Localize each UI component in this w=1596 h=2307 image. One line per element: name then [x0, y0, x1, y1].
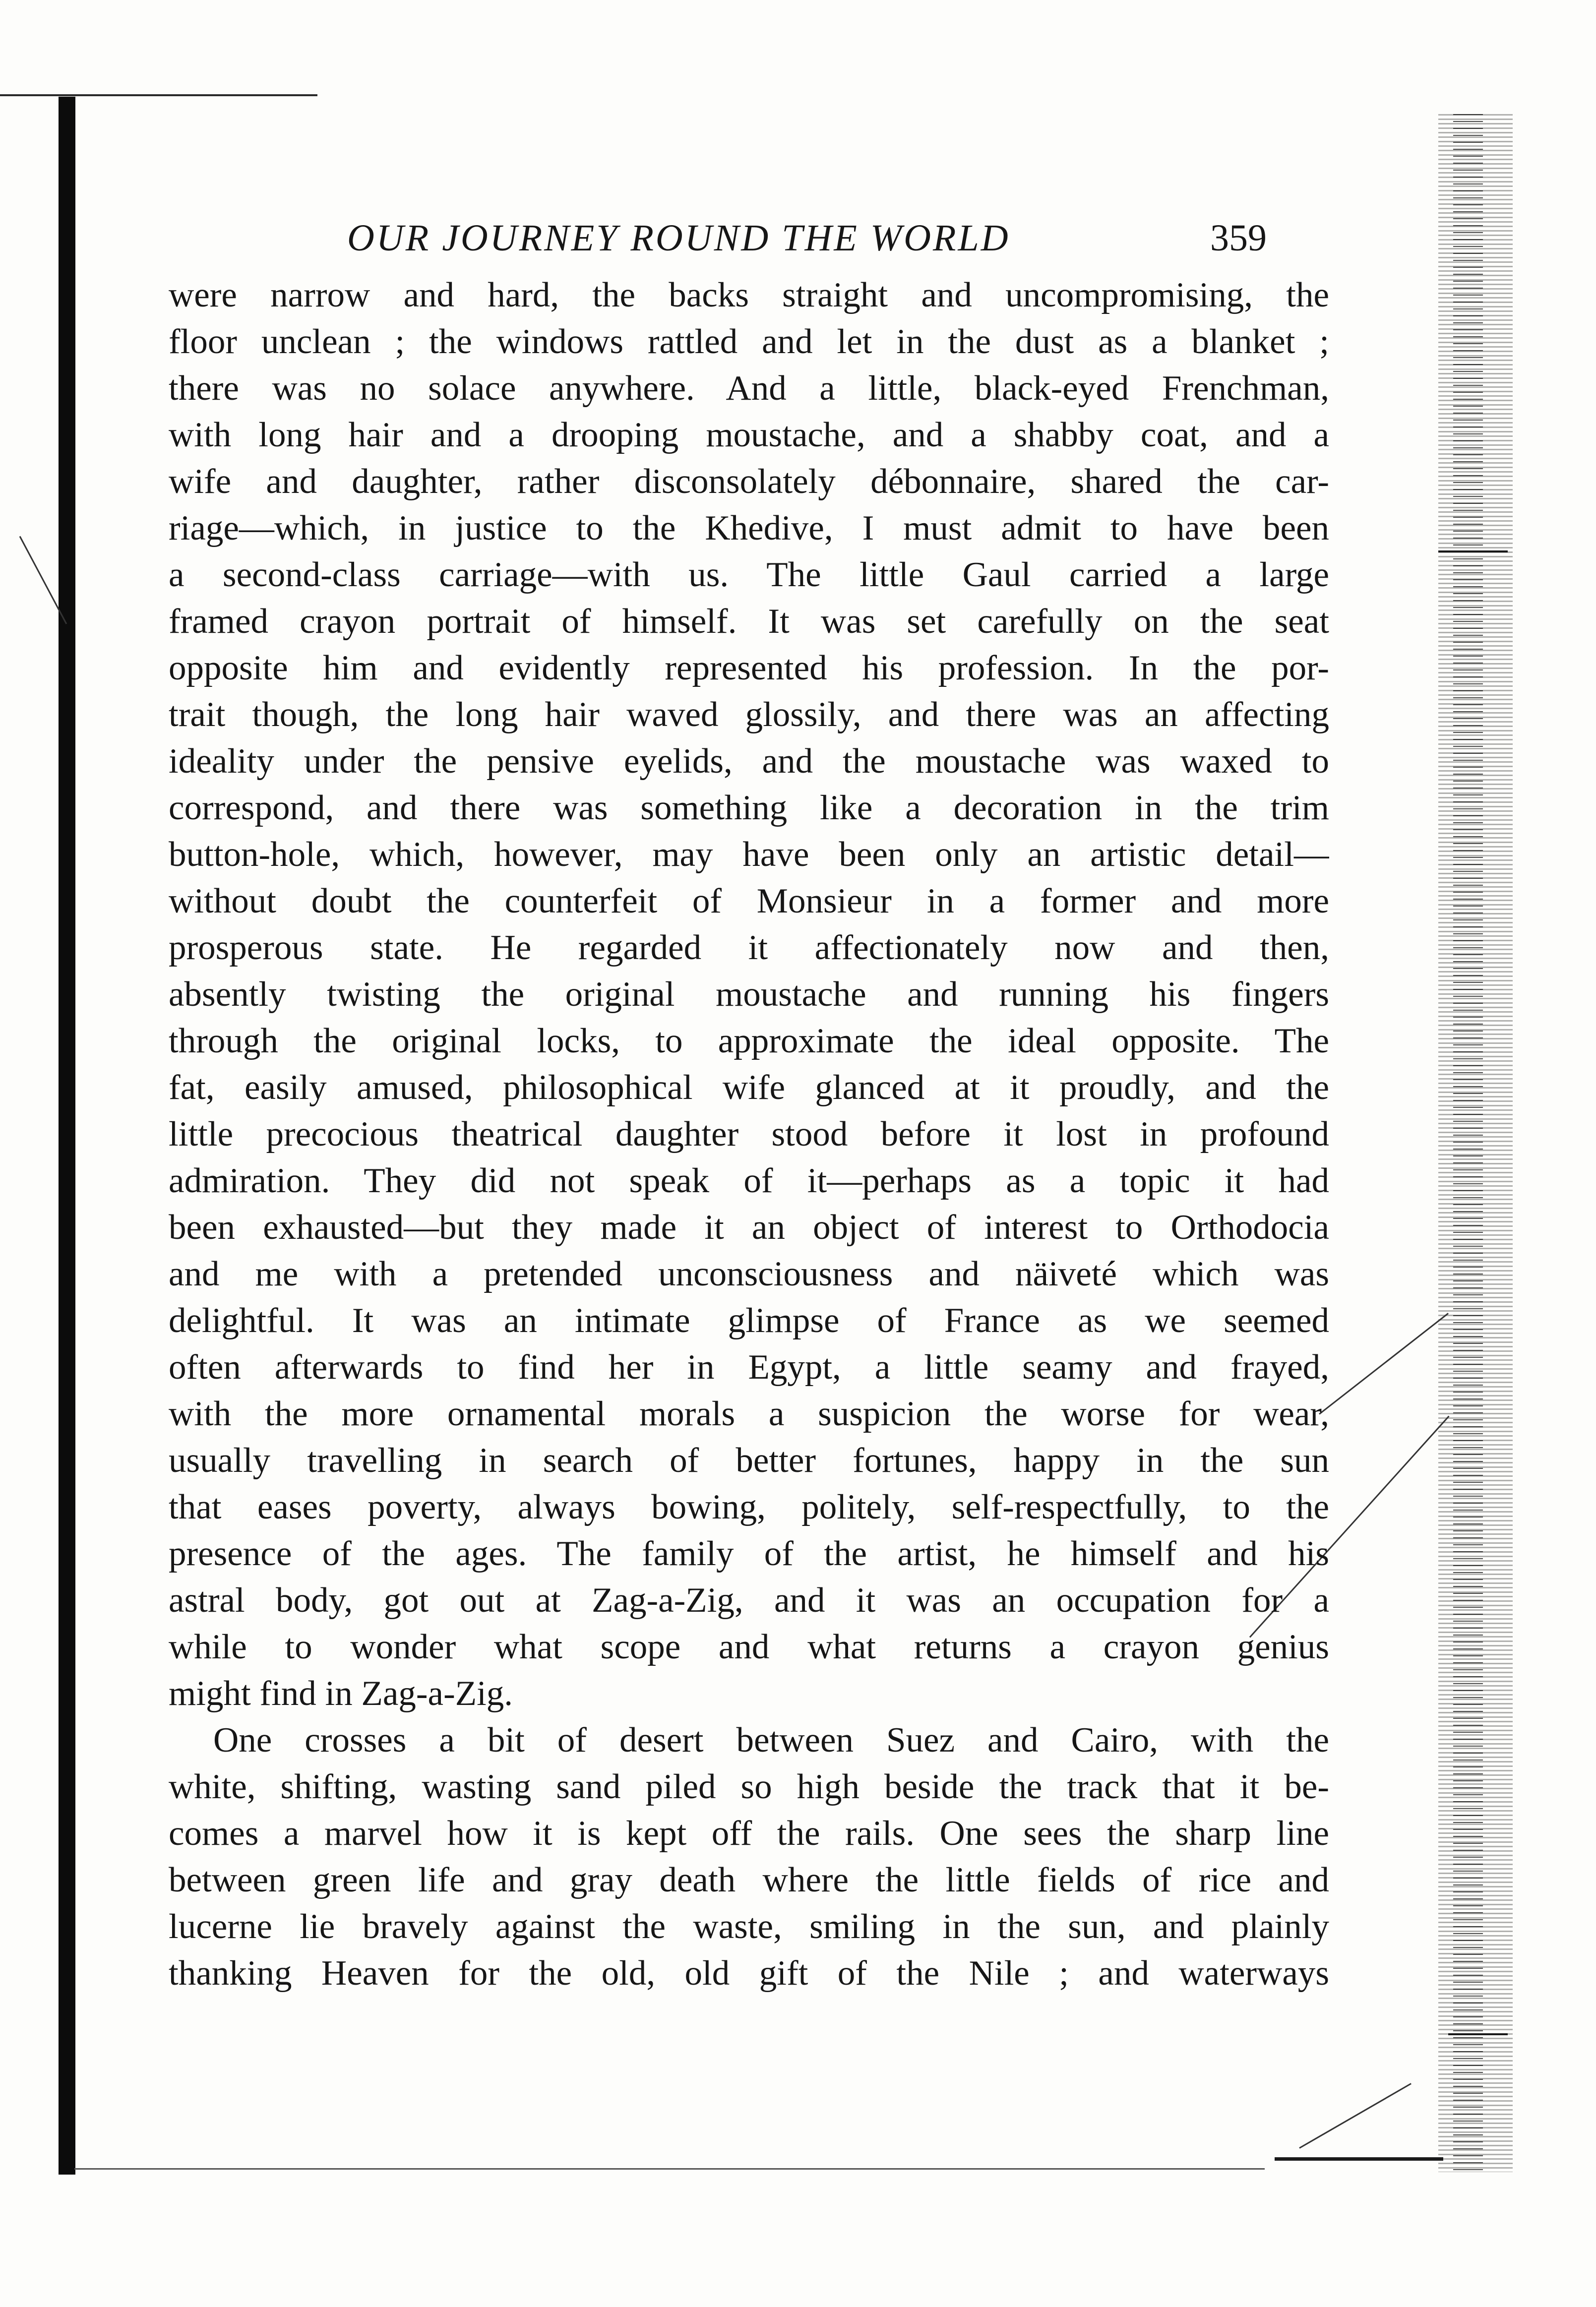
paragraph-start-line: One crosses a bit of desert between Suez and Cairo, with the [213, 1721, 1329, 1760]
text-line: usually travelling in search of better fortunes, happy in the sun [169, 1441, 1329, 1480]
text-line: that eases poverty, always bowing, politely, self-respectfully, to the [169, 1488, 1329, 1526]
text-line: trait though, the long hair waved glossily, and there was an affecting [169, 695, 1329, 734]
text-line: through the original locks, to approximate the ideal opposite. The [169, 1022, 1329, 1060]
binding-gutter-shadow [59, 97, 75, 2175]
edge-mark [1448, 2033, 1508, 2035]
text-line: little precocious theatrical daughter stood before it lost in profound [169, 1115, 1329, 1154]
body-text [169, 272, 1329, 2171]
text-line: correspond, and there was something like a decoration in the trim [169, 789, 1329, 827]
edge-mark [1438, 550, 1508, 552]
text-line: without doubt the counterfeit of Monsieur in a former and more [169, 882, 1329, 920]
text-line: riage—which, in justice to the Khedive, I must admit to have been [169, 509, 1329, 547]
text-line: wife and daughter, rather disconsolately débonnaire, shared the car- [169, 462, 1329, 501]
text-line: delightful. It was an intimate glimpse of France as we seemed [169, 1301, 1329, 1340]
text-line: button-hole, which, however, may have been only an artistic detail— [169, 835, 1329, 874]
text-line: with long hair and a drooping moustache, and a shabby coat, and a [169, 416, 1329, 454]
text-line: lucerne lie bravely against the waste, smiling in the sun, and plainly [169, 1907, 1329, 1946]
paragraph-end-line: might find in Zag-a-Zig. [169, 1674, 513, 1713]
text-line: were narrow and hard, the backs straight and uncompromising, the [169, 276, 1329, 314]
text-line: ideality under the pensive eyelids, and the moustache was waxed to [169, 742, 1329, 781]
text-line: absently twisting the original moustache and running his fingers [169, 975, 1329, 1014]
text-line: prosperous state. He regarded it affectionately now and then, [169, 928, 1329, 967]
running-title: OUR JOURNEY ROUND THE WORLD [347, 217, 1010, 259]
text-line: comes a marvel how it is kept off the rails. One sees the sharp line [169, 1814, 1329, 1853]
text-line: white, shifting, wasting sand piled so high beside the track that it be- [169, 1767, 1329, 1806]
page-number: 359 [1210, 217, 1267, 259]
text-line: opposite him and evidently represented his profession. In the por- [169, 649, 1329, 687]
text-line: there was no solace anywhere. And a little, black-eyed Frenchman, [169, 369, 1329, 408]
scan-top-rule [0, 94, 317, 96]
text-line: been exhausted—but they made it an object of interest to Orthodocia [169, 1208, 1329, 1247]
text-line: often afterwards to find her in Egypt, a little seamy and frayed, [169, 1348, 1329, 1387]
text-line: between green life and gray death where the little fields of rice and [169, 1861, 1329, 1899]
page-edge-stack-inner [1453, 114, 1483, 2172]
pencil-mark [1319, 1313, 1449, 1415]
text-line: and me with a pretended unconsciousness and näiveté which was [169, 1255, 1329, 1293]
text-line: floor unclean ; the windows rattled and let in the dust as a blanket ; [169, 322, 1329, 361]
text-line: astral body, got out at Zag-a-Zig, and it was an occupation for a [169, 1581, 1329, 1620]
text-line: while to wonder what scope and what returns a crayon genius [169, 1628, 1329, 1666]
text-line: framed crayon portrait of himself. It was set carefully on the seat [169, 602, 1329, 641]
text-line: fat, easily amused, philosophical wife glanced at it proudly, and the [169, 1068, 1329, 1107]
text-line: thanking Heaven for the old, old gift of the Nile ; and waterways [169, 1954, 1329, 1993]
text-line: a second-class carriage—with us. The little Gaul carried a large [169, 555, 1329, 594]
text-line: with the more ornamental morals a suspicion the worse for wear, [169, 1395, 1329, 1433]
text-line: admiration. They did not speak of it—perhaps as a topic it had [169, 1161, 1329, 1200]
text-line: presence of the ages. The family of the artist, he himself and his [169, 1534, 1329, 1573]
